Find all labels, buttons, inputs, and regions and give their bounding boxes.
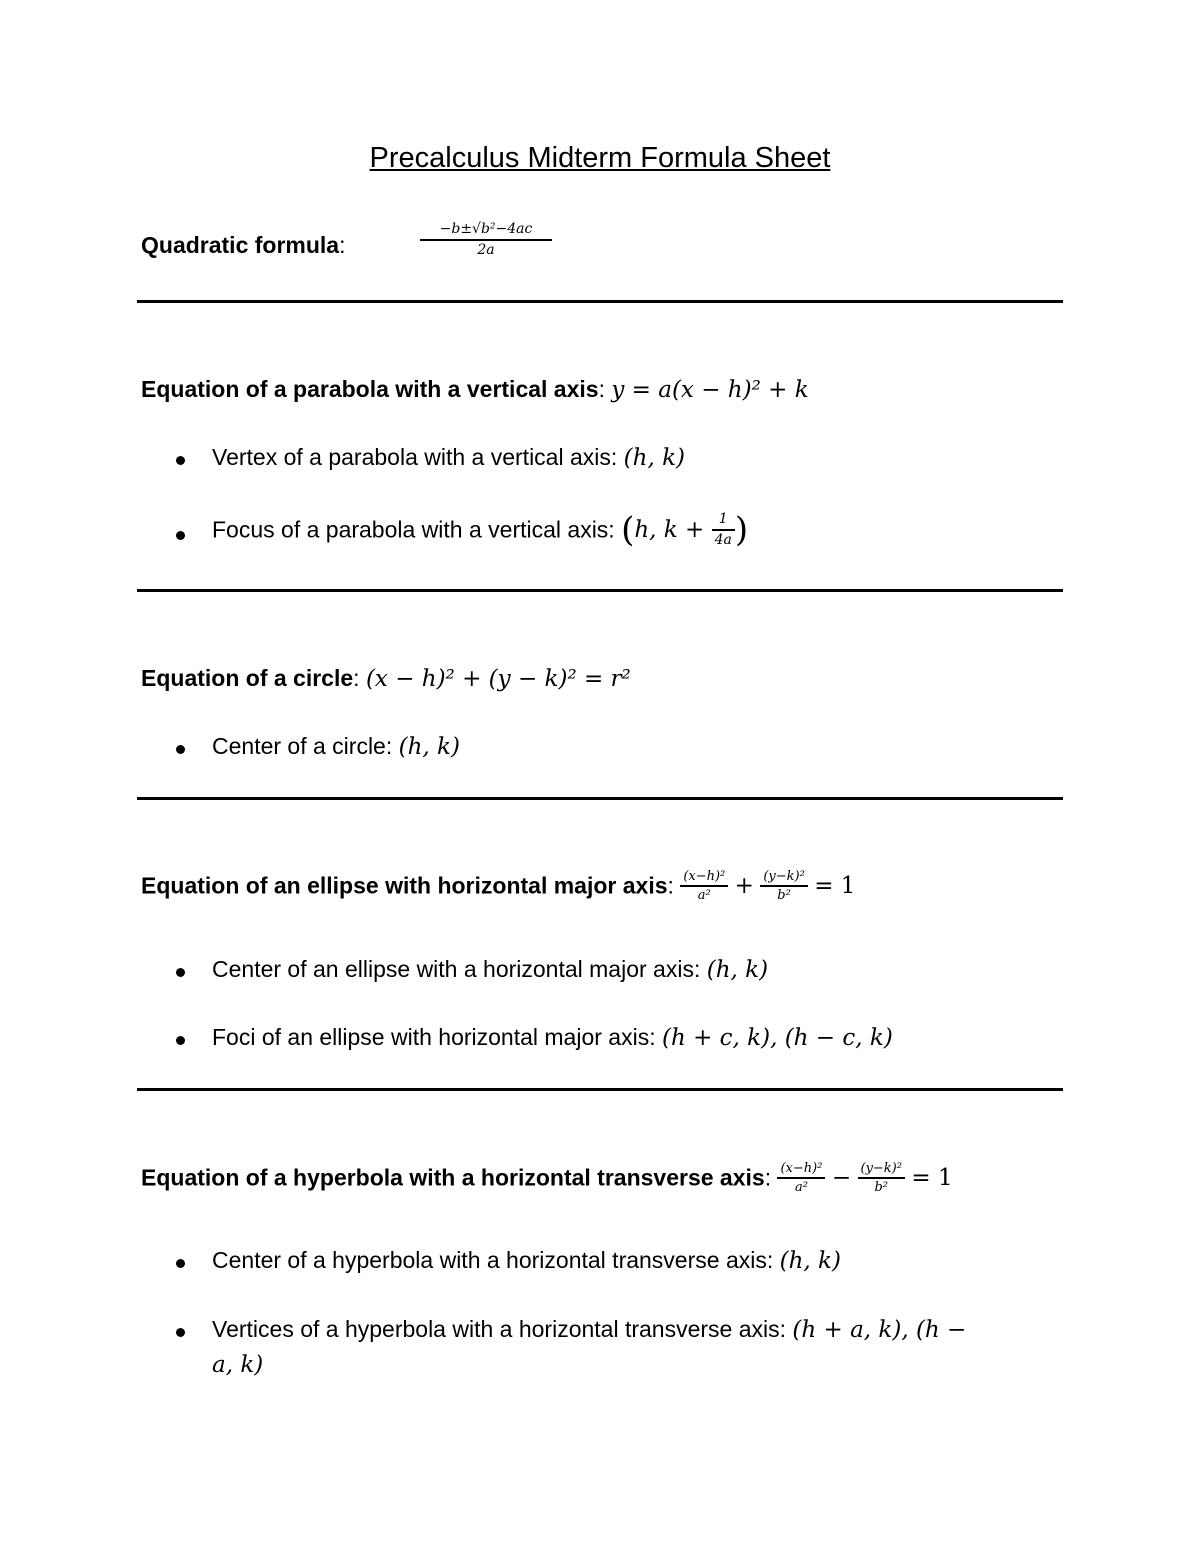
parabola-focus-text: Focus of a parabola with a vertical axis:: [212, 516, 622, 543]
ellipse-rhs: = 1: [814, 873, 856, 899]
focus-close-paren: ): [734, 510, 749, 550]
section-divider: [137, 1088, 1063, 1091]
parabola-focus-math: [621, 510, 749, 550]
circle-colon: :: [353, 665, 360, 691]
parabola-vertex-math: (h, k): [623, 445, 685, 471]
quadratic-denominator: 2a: [477, 242, 495, 258]
parabola-label: Equation of a parabola with a vertical axis: [141, 376, 599, 402]
ellipse-foci-text: Foci of an ellipse with horizontal major axis:: [212, 1024, 662, 1050]
focus-terms: h, k +: [634, 517, 712, 543]
ellipse-foci-math: (h + c, k), (h − c, k): [661, 1025, 893, 1051]
circle-equation-line: [141, 665, 631, 692]
quadratic-label: Quadratic formula: [141, 232, 340, 258]
parabola-vertex-item: [212, 444, 685, 471]
quadratic-colon: :: [339, 232, 346, 258]
hyperbola-center-text: Center of a hyperbola with a horizontal transverse axis:: [212, 1247, 780, 1273]
bullet-icon: [176, 968, 185, 977]
hyperbola-term1-numerator: (x−h)²: [777, 1160, 825, 1179]
circle-center-math: (h, k): [398, 734, 460, 760]
focus-denominator: 4a: [714, 532, 732, 548]
hyperbola-vertices-item: [212, 1316, 966, 1343]
hyperbola-label: Equation of a hyperbola with a horizontal transverse axis: [141, 1164, 765, 1191]
quadratic-numerator: −b±√b²−4ac: [420, 220, 552, 241]
circle-center-text: Center of a circle:: [212, 733, 399, 759]
parabola-colon: :: [598, 376, 605, 402]
parabola-focus-item: [212, 510, 748, 550]
hyperbola-term2-numerator: (y−k)²: [858, 1160, 905, 1179]
hyperbola-operator: −: [831, 1165, 852, 1191]
section-divider: [137, 589, 1063, 592]
hyperbola-center-item: [212, 1247, 841, 1274]
ellipse-operator: +: [734, 873, 754, 899]
hyperbola-term1-denominator: a²: [794, 1180, 808, 1195]
parabola-vertex-text: Vertex of a parabola with a vertical axis:: [212, 444, 624, 470]
parabola-equation-line: [141, 376, 809, 403]
ellipse-label: Equation of an ellipse with horizontal major axis: [141, 872, 668, 899]
circle-center-item: [212, 733, 460, 760]
parabola-equation: y = a(x − h)² + k: [611, 377, 809, 403]
ellipse-term1-denominator: a²: [697, 888, 711, 903]
hyperbola-center-math: (h, k): [779, 1248, 841, 1274]
hyperbola-vertices-math-1: (h + a, k), (h −: [792, 1317, 967, 1343]
ellipse-foci-item: [212, 1024, 893, 1051]
ellipse-term2-numerator: (y−k)²: [760, 868, 807, 887]
ellipse-colon: :: [667, 872, 674, 899]
ellipse-center-math: (h, k): [706, 957, 769, 983]
ellipse-center-text: Center of an ellipse with a horizontal major axis:: [212, 956, 707, 982]
section-divider: [137, 797, 1063, 800]
ellipse-term1-numerator: (x−h)²: [680, 868, 728, 887]
focus-open-paren: (: [621, 510, 635, 550]
bullet-icon: [176, 1259, 185, 1268]
bullet-icon: [176, 531, 185, 540]
quadratic-fraction: [420, 220, 552, 260]
bullet-icon: [176, 456, 185, 465]
hyperbola-term2: [858, 1160, 905, 1196]
ellipse-term1: [680, 868, 728, 904]
hyperbola-term2-denominator: b²: [874, 1180, 889, 1195]
hyperbola-vertices-continuation: [212, 1351, 263, 1378]
bullet-icon: [176, 745, 185, 754]
ellipse-center-item: [212, 956, 768, 983]
quadratic-line: [141, 232, 346, 259]
hyperbola-vertices-text: Vertices of a hyperbola with a horizontal transverse axis:: [212, 1316, 793, 1342]
section-divider: [137, 300, 1063, 303]
page-title: Precalculus Midterm Formula Sheet: [369, 142, 831, 174]
focus-numerator: 1: [712, 510, 735, 531]
bullet-icon: [176, 1036, 185, 1045]
bullet-icon: [176, 1328, 185, 1337]
focus-fraction: [712, 510, 735, 550]
ellipse-term2-denominator: b²: [777, 888, 791, 903]
hyperbola-rhs: = 1: [911, 1165, 953, 1191]
hyperbola-term1: [777, 1160, 825, 1196]
ellipse-term2: [760, 868, 807, 904]
hyperbola-vertices-math-2: a, k): [212, 1352, 264, 1378]
circle-equation: (x − h)² + (y − k)² = r²: [365, 666, 631, 692]
circle-label: Equation of a circle: [141, 665, 354, 691]
hyperbola-colon: :: [764, 1164, 772, 1191]
ellipse-equation-line: [141, 868, 855, 904]
hyperbola-equation-line: [141, 1160, 953, 1196]
